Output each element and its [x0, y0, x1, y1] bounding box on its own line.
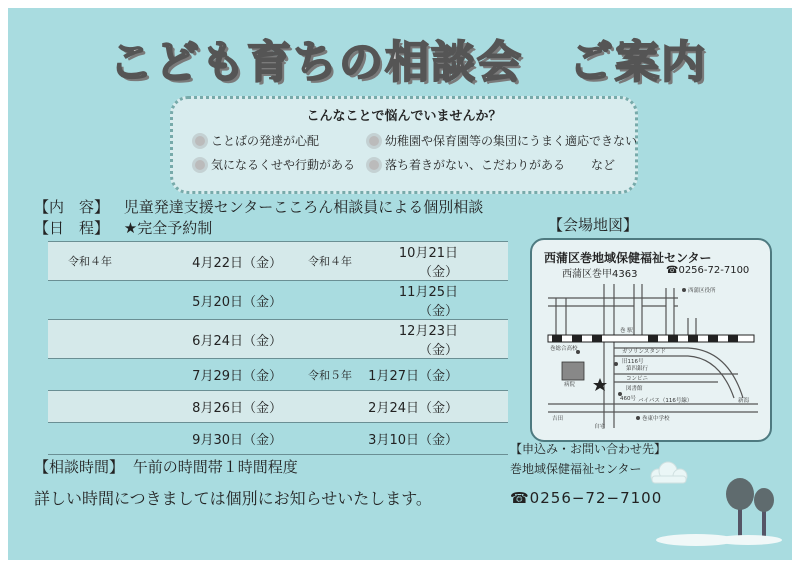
map-label: 巻総合高校 — [550, 346, 578, 352]
era-cell — [48, 320, 132, 359]
map-label: ガソリンスタンド — [622, 349, 666, 355]
hours-text: 午前の時間帯１時間程度 — [132, 458, 298, 476]
tree-icon — [726, 478, 754, 536]
era-cell: 令和４年 — [308, 242, 368, 281]
tree-illustration — [636, 456, 786, 556]
details-note: 詳しい時間につきましては個別にお知らせいたします。 — [34, 489, 432, 508]
map-label: 病院 — [564, 382, 576, 388]
map-label: 第四銀行 — [626, 366, 649, 372]
sun-icon — [195, 160, 205, 170]
venue-tel: ☎0256-72-7100 — [666, 265, 750, 276]
era-cell: 令和４年 — [48, 242, 132, 281]
cloud-icon — [651, 462, 687, 483]
concern-item: 気になるくせや行動がある — [195, 156, 355, 173]
concern-item: 落ち着きがない、こだわりがある — [369, 156, 565, 173]
table-row — [48, 281, 508, 320]
era-cell — [308, 281, 368, 320]
date-cell: 7月29日（金） — [132, 359, 308, 391]
map-label: 吉田 — [552, 416, 564, 422]
map-label: 巻東中学校 — [642, 416, 670, 422]
map-label: 巻 駅 — [620, 328, 633, 334]
era-cell — [48, 391, 132, 423]
hours-label: 【相談時間】 — [34, 458, 125, 476]
concern-item: 幼稚園や保育園等の集団にうまく適応できない — [369, 132, 637, 149]
page-title: こども育ちの相談会 ご案内 — [109, 37, 707, 88]
venue-map — [530, 238, 772, 442]
content-line — [34, 196, 483, 217]
date-cell: 11月25日（金） — [368, 281, 508, 320]
venue-address: 西蒲区巻甲4363 — [562, 269, 638, 280]
map-label: コンビニ — [626, 376, 649, 382]
era-cell — [48, 423, 132, 455]
date-cell: 2月24日（金） — [368, 391, 508, 423]
grass-icon — [656, 534, 782, 546]
content-text: 児童発達支援センターこころん相談員による個別相談 — [123, 198, 484, 216]
schedule-table — [48, 241, 508, 455]
date-cell: 9月30日（金） — [132, 423, 308, 455]
map-label: バイパス（116号線） — [638, 398, 693, 404]
concern-etc: など — [591, 158, 616, 172]
era-cell: 令和５年 — [308, 359, 368, 391]
table-row — [48, 423, 508, 455]
era-cell — [48, 281, 132, 320]
contact-phone: ☎0256−72−7100 — [510, 489, 663, 507]
sun-icon — [369, 136, 379, 146]
table-row — [48, 320, 508, 359]
map-label: 旧116号 — [622, 359, 644, 365]
map-label: 西蒲区役所 — [688, 288, 716, 294]
map-label: 図書館 — [626, 386, 643, 392]
map-label: 新潟 — [738, 398, 750, 404]
schedule-label: 【日 程】 — [34, 219, 110, 237]
schedule-line — [34, 217, 212, 238]
map-label: 460号 — [620, 396, 636, 402]
era-cell — [308, 320, 368, 359]
date-cell: 12月23日（金） — [368, 320, 508, 359]
contact-name: 巻地域保健福祉センター — [510, 462, 642, 476]
content-label: 【内 容】 — [34, 198, 110, 216]
table-row — [48, 242, 508, 281]
sun-icon — [369, 160, 379, 170]
contact-label: 【申込み・お問い合わせ先】 — [510, 442, 667, 456]
concern-question: こんなことで悩んでいませんか？ — [306, 109, 502, 124]
date-cell: 4月22日（金） — [132, 242, 308, 281]
era-cell — [308, 423, 368, 455]
date-cell: 1月27日（金） — [368, 359, 508, 391]
reservation-note: ★完全予約制 — [123, 219, 213, 237]
concern-item: ことばの発達が心配 — [195, 132, 319, 149]
date-cell: 10月21日（金） — [368, 242, 508, 281]
date-cell: 3月10日（金） — [368, 423, 508, 455]
table-row — [48, 391, 508, 423]
date-cell: 5月20日（金） — [132, 281, 308, 320]
hours-line — [34, 456, 298, 477]
table-row — [48, 359, 508, 391]
venue-name: 西蒲区巻地域保健福祉センター — [544, 251, 712, 265]
era-cell — [48, 359, 132, 391]
flyer-page — [8, 8, 792, 560]
era-cell — [308, 391, 368, 423]
map-heading: 【会場地図】 — [548, 216, 639, 234]
date-cell: 6月24日（金） — [132, 320, 308, 359]
map-label: 自宅 — [594, 424, 606, 430]
date-cell: 8月26日（金） — [132, 391, 308, 423]
tree-icon — [754, 488, 774, 536]
concern-box — [170, 96, 638, 194]
map-drawing — [538, 278, 764, 434]
sun-icon — [195, 136, 205, 146]
